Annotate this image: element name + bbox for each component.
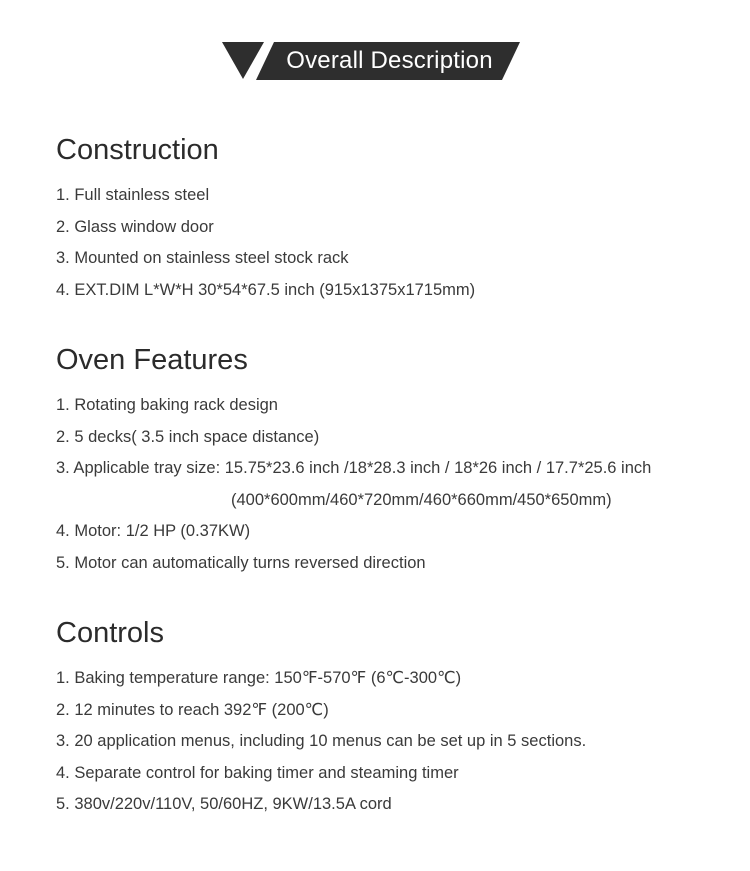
section-controls [56, 616, 736, 821]
oven-features-list [56, 390, 736, 580]
list-item-text: 3. Applicable tray size: 15.75*23.6 inch /18*28.3 inch / 18*26 inch / 17.7*25.6 inch [56, 459, 652, 478]
list-item: 2. 5 decks( 3.5 inch space distance) [56, 427, 320, 446]
list-item: 2. 12 minutes to reach 392℉ (200℃) [56, 700, 329, 719]
list-item: 4. EXT.DIM L*W*H 30*54*67.5 inch (915x1375x1715mm) [56, 280, 476, 299]
list-item: 3. Mounted on stainless steel stock rack [56, 249, 349, 268]
list-item: 5. Motor can automatically turns reversed direction [56, 553, 426, 572]
section-construction [56, 133, 736, 306]
section-heading-controls: Controls [56, 617, 164, 649]
list-item: 4. Separate control for baking timer and steaming timer [56, 763, 459, 782]
list-item: 5. 380v/220v/110V, 50/60HZ, 9KW/13.5A cord [56, 795, 392, 814]
list-item: 2. Glass window door [56, 217, 214, 236]
banner-title: Overall Description [286, 47, 493, 74]
section-banner [222, 42, 522, 82]
section-heading-construction: Construction [56, 134, 219, 166]
list-item: 1. Baking temperature range: 150℉-570℉ (6℃-300℃) [56, 669, 462, 687]
list-item-continuation: (400*600mm/460*720mm/460*660mm/450*650mm) [231, 490, 612, 509]
list-item: 3. 20 application menus, including 10 menus can be set up in 5 sections. [56, 732, 587, 751]
list-item: 1. Full stainless steel [56, 186, 210, 204]
section-heading-oven-features: Oven Features [56, 344, 248, 376]
construction-list [56, 180, 736, 306]
list-item: 4. Motor: 1/2 HP (0.37KW) [56, 522, 251, 541]
section-oven-features [56, 343, 736, 580]
controls-list [56, 663, 736, 821]
list-item-tray-size [56, 453, 736, 516]
list-item: 1. Rotating baking rack design [56, 396, 278, 414]
